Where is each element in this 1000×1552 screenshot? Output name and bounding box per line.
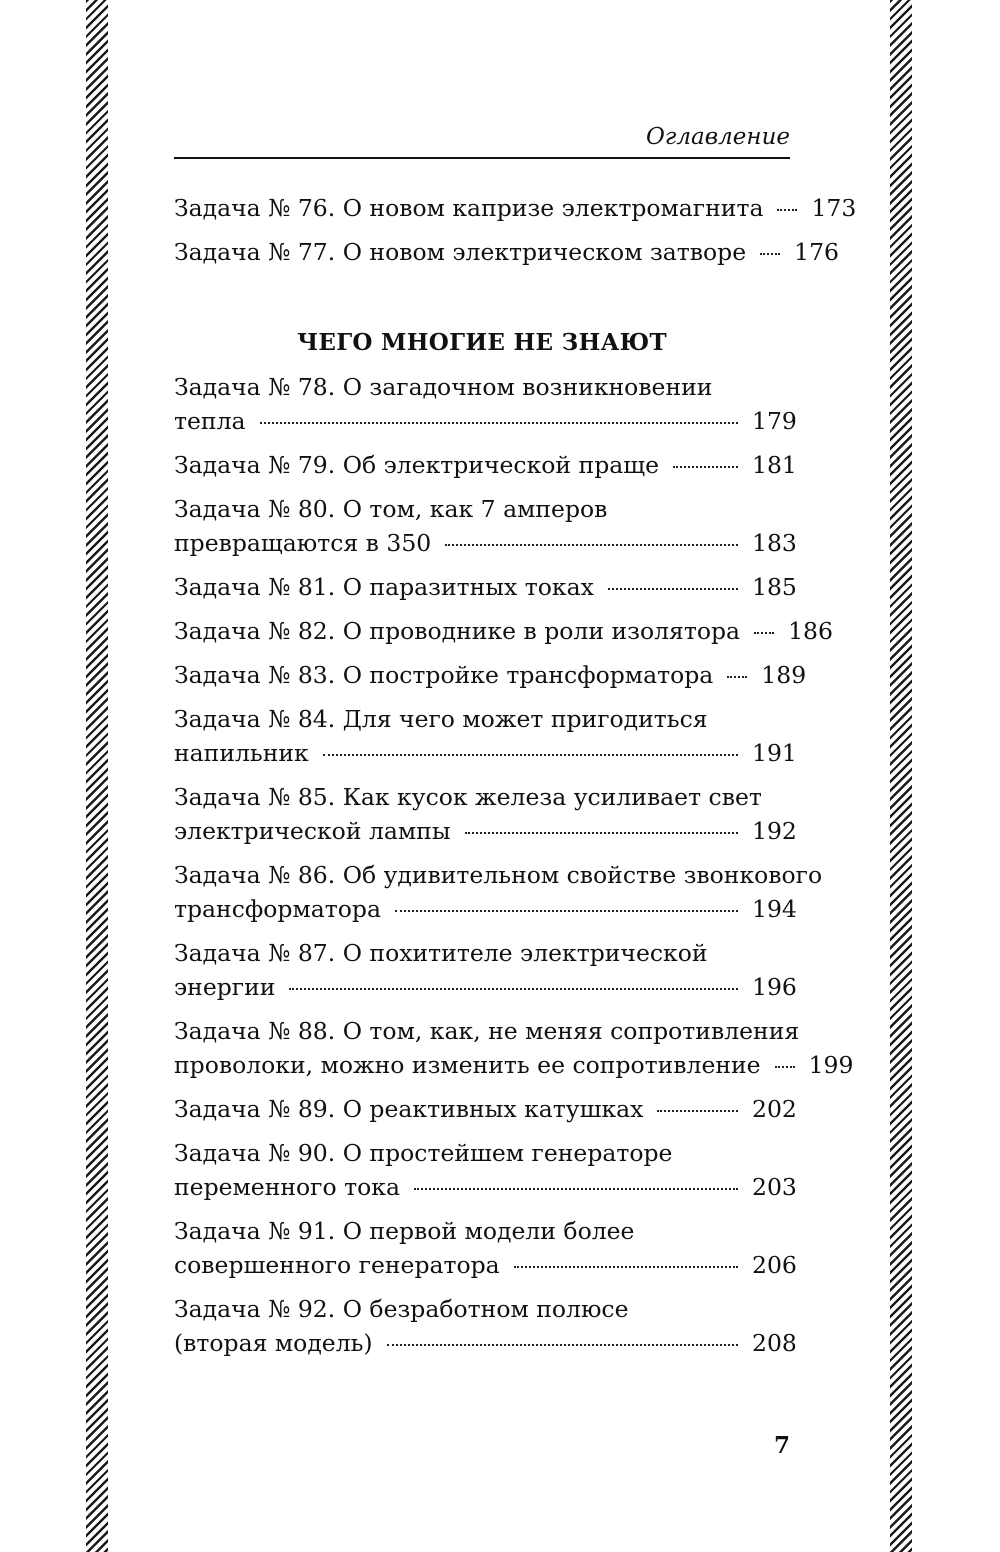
toc-entry[interactable]	[174, 702, 797, 770]
toc-entry[interactable]	[174, 658, 807, 692]
toc-entry-title: проволоки, можно изменить ее сопротивление	[174, 1051, 761, 1079]
toc-entry-title: Задача № 88. О том, как, не меняя сопротивления	[174, 1017, 800, 1045]
toc-entry-page: 194	[752, 895, 797, 923]
toc-entry[interactable]	[174, 235, 839, 269]
toc-entry-title: напильник	[174, 739, 309, 767]
dot-leader	[445, 544, 738, 546]
toc-entry-title: Задача № 76. О новом капризе электромагнита	[174, 194, 764, 222]
toc-entry[interactable]	[174, 492, 797, 560]
toc-entry[interactable]	[174, 858, 823, 926]
section-heading: ЧЕГО МНОГИЕ НЕ ЗНАЮТ	[297, 329, 667, 356]
toc-entry-title: Задача № 87. О похитителе электрической	[174, 939, 708, 967]
dot-leader	[657, 1110, 738, 1112]
toc-entry-title: превращаются в 350	[174, 529, 432, 557]
toc-entry[interactable]	[174, 1092, 797, 1126]
toc-entry-page: 203	[752, 1173, 797, 1201]
toc-entry-page: 183	[752, 529, 797, 557]
dot-leader	[514, 1266, 738, 1268]
toc-entry-page: 189	[761, 661, 807, 689]
toc-entry-page: 173	[811, 194, 857, 222]
toc-entry-page: 206	[752, 1251, 797, 1279]
decorative-border-right	[890, 0, 912, 1552]
toc-entry[interactable]	[174, 936, 797, 1004]
toc-entry-title: Задача № 80. О том, как 7 амперов	[174, 495, 608, 523]
header-rule	[174, 157, 790, 159]
toc-entry-page: 176	[794, 238, 839, 266]
toc-entry-title: Задача № 79. Об электрической праще	[174, 451, 660, 479]
toc-entry[interactable]	[174, 1292, 797, 1360]
dot-leader	[754, 632, 774, 634]
toc-entry-title: тепла	[174, 407, 246, 435]
toc-entry-title: Задача № 83. О постройке трансформатора	[174, 661, 714, 689]
toc-entry[interactable]	[174, 191, 857, 225]
toc-entry-title: (вторая модель)	[174, 1329, 373, 1357]
dot-leader	[465, 832, 738, 834]
toc-entry-title: переменного тока	[174, 1173, 400, 1201]
toc-entry-title: Задача № 82. О проводнике в роли изолятора	[174, 617, 741, 645]
toc-entry-title: Задача № 86. Об удивительном свойстве звонкового	[174, 861, 823, 889]
toc-entry[interactable]	[174, 1136, 797, 1204]
toc-entry[interactable]	[174, 1214, 797, 1282]
toc-entry-page: 185	[752, 573, 797, 601]
dot-leader	[727, 676, 747, 678]
toc-entry-page: 199	[808, 1051, 854, 1079]
dot-leader	[387, 1344, 738, 1346]
toc-entry-page: 179	[752, 407, 797, 435]
toc-entry-title: электрической лампы	[174, 817, 451, 845]
toc-entry-title: Задача № 85. Как кусок железа усиливает свет	[174, 783, 762, 811]
toc-entry-title: энергии	[174, 973, 276, 1001]
dot-leader	[775, 1066, 795, 1068]
toc-entry-title: Задача № 77. О новом электрическом затворе	[174, 238, 747, 266]
toc-entry-title: Задача № 90. О простейшем генераторе	[174, 1139, 673, 1167]
toc-entry-title: Задача № 91. О первой модели более	[174, 1217, 635, 1245]
toc-entry[interactable]	[174, 370, 797, 438]
toc-entry[interactable]	[174, 614, 833, 648]
toc-entry-page: 186	[788, 617, 833, 645]
toc-entry-title: совершенного генератора	[174, 1251, 500, 1279]
toc-entry-title: Задача № 78. О загадочном возникновении	[174, 373, 713, 401]
toc-entry-title: Задача № 92. О безработном полюсе	[174, 1295, 629, 1323]
toc-entry[interactable]	[174, 570, 797, 604]
toc-entry-page: 181	[752, 451, 797, 479]
decorative-border-left	[86, 0, 108, 1552]
dot-leader	[260, 422, 738, 424]
dot-leader	[777, 209, 797, 211]
toc-entry-page: 208	[752, 1329, 797, 1357]
toc-list-main	[174, 370, 854, 1370]
toc-entry-title: трансформатора	[174, 895, 381, 923]
running-header: Оглавление	[645, 124, 790, 150]
dot-leader	[289, 988, 738, 990]
dot-leader	[395, 910, 738, 912]
toc-entry[interactable]	[174, 780, 797, 848]
toc-entry-page: 196	[752, 973, 797, 1001]
toc-entry-page: 202	[752, 1095, 797, 1123]
dot-leader	[323, 754, 738, 756]
toc-entry[interactable]	[174, 448, 797, 482]
dot-leader	[673, 466, 738, 468]
toc-entry-title: Задача № 89. О реактивных катушках	[174, 1095, 644, 1123]
dot-leader	[608, 588, 738, 590]
toc-entry-title: Задача № 81. О паразитных токах	[174, 573, 594, 601]
dot-leader	[414, 1188, 738, 1190]
toc-list-top	[174, 191, 857, 279]
toc-entry[interactable]	[174, 1014, 854, 1082]
dot-leader	[760, 253, 780, 255]
toc-entry-title: Задача № 84. Для чего может пригодиться	[174, 705, 708, 733]
page-number: 7	[773, 1432, 790, 1459]
toc-entry-page: 192	[752, 817, 797, 845]
toc-entry-page: 191	[752, 739, 797, 767]
